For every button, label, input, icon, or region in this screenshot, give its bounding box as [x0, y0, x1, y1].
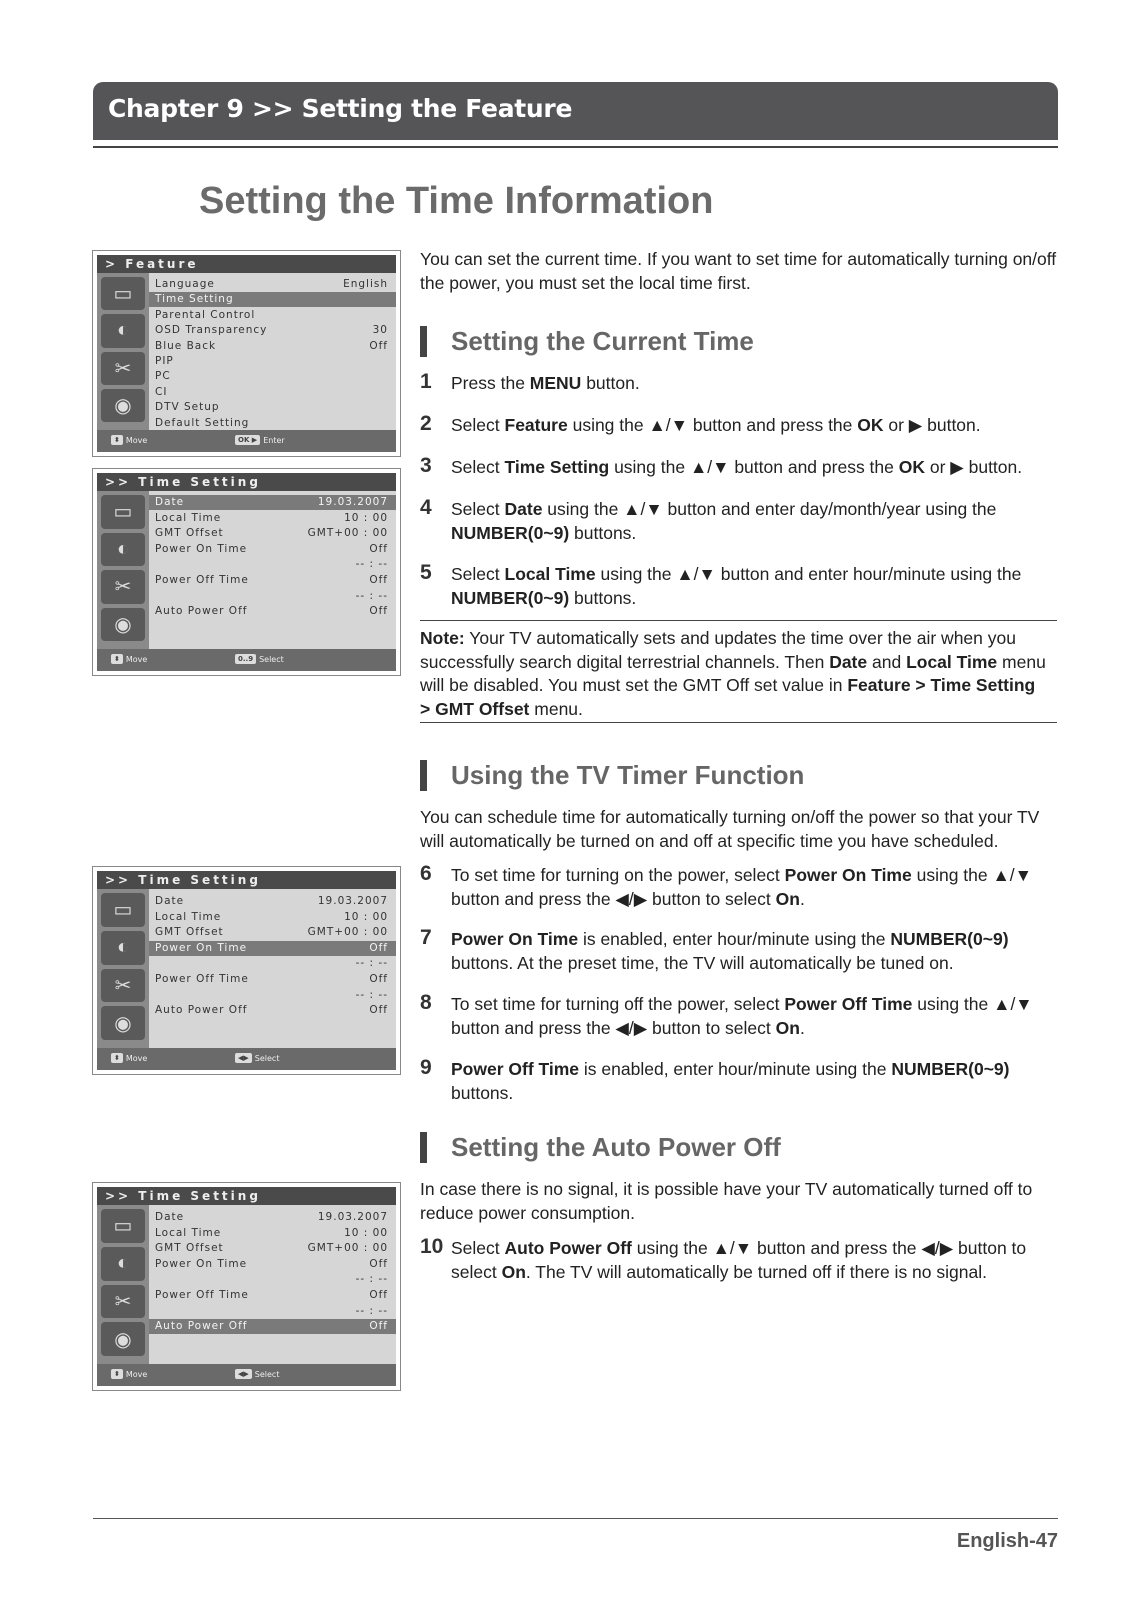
move-key-icon: ⬍ — [111, 435, 123, 445]
page-title: Setting the Time Information — [199, 180, 714, 222]
osd-item-label: Local Time — [155, 910, 222, 923]
osd-item-value: Off — [369, 1257, 388, 1270]
satellite-icon: ◐ — [101, 314, 145, 347]
footer-hint: Select — [259, 654, 284, 664]
tools-icon: ✂ — [101, 570, 145, 604]
step-text: To set time for turning on the power, select Power On Time using the ▲/▼ button and press the ◀/▶ button to select On. — [451, 865, 1032, 909]
note-text: Note: Your TV automatically sets and updates the time over the air when you successfully search digital terrestrial channels. Then Date and Local Time menu will be disabled. You must set the GMT Off set value in Feature > Time Setting > GMT Offset menu. — [420, 628, 1046, 719]
osd-menu-item — [155, 308, 388, 323]
osd-menu-item — [155, 1210, 388, 1225]
satellite-icon: ◐ — [101, 533, 145, 567]
osd-title: >> Time Setting — [97, 1187, 396, 1205]
osd-menu-item — [155, 339, 388, 354]
osd-item-value: GMT+00 : 00 — [307, 1242, 388, 1255]
section-marker — [420, 760, 427, 791]
osd-item-value: GMT+00 : 00 — [307, 527, 388, 540]
disc-icon: ◉ — [101, 389, 145, 422]
osd-item-label: Date — [155, 895, 185, 907]
osd-menu-item — [155, 1288, 388, 1303]
osd-footer — [97, 1364, 396, 1386]
step-text: Press the MENU button. — [451, 373, 640, 393]
osd-icon-column — [97, 273, 149, 430]
osd-item-label: CI — [155, 385, 168, 398]
osd-item-value: Off — [369, 605, 388, 618]
step-text: Power Off Time is enabled, enter hour/minute using the NUMBER(0~9) buttons. — [451, 1059, 1010, 1103]
footer-hint: Move — [125, 1369, 148, 1379]
osd-item-value: -- : -- — [355, 957, 388, 970]
tools-icon: ✂ — [101, 969, 145, 1003]
section-auto-off — [420, 1132, 781, 1163]
osd-item-value: 19.03.2007 — [317, 895, 388, 907]
osd-item-label: Local Time — [155, 1226, 222, 1239]
osd-item-value: 19.03.2007 — [317, 1211, 388, 1223]
osd-icon-column — [97, 1205, 149, 1364]
footer-hint: Move — [125, 654, 148, 664]
osd-menu-list — [149, 1205, 396, 1364]
osd-menu-list — [149, 889, 396, 1048]
osd-item-label: PIP — [155, 355, 174, 367]
step-number: 1 — [420, 370, 432, 393]
osd-item-value: Off — [369, 339, 388, 352]
step-number: 8 — [420, 991, 432, 1014]
step-5 — [420, 563, 1060, 610]
footer-divider — [93, 1518, 1058, 1519]
note-rule-bottom — [420, 722, 1057, 723]
osd-menu-item — [155, 323, 388, 338]
step-number: 2 — [420, 412, 432, 435]
osd-item-value: 10 : 00 — [344, 910, 388, 923]
osd-title: >> Time Setting — [97, 473, 396, 491]
step-number: 7 — [420, 926, 432, 949]
osd-menu-item — [155, 511, 388, 526]
step-text: Power On Time is enabled, enter hour/minute using the NUMBER(0~9) buttons. At the preset time, the TV will automatically be tuned on. — [451, 929, 1009, 973]
section-heading: Setting the Auto Power Off — [451, 1132, 781, 1162]
osd-item-label: OSD Transparency — [155, 324, 268, 337]
step-number: 4 — [420, 496, 432, 519]
section-current-time — [420, 326, 754, 357]
osd-item-label: Auto Power Off — [155, 1004, 248, 1017]
osd-panel — [92, 1182, 401, 1391]
osd-menu-item — [155, 1241, 388, 1256]
osd-menu-item — [155, 385, 388, 400]
intro-text: You can set the current time. If you want to set time for automatically turning on/off the power, you must set the local time first. — [420, 249, 1057, 293]
osd-item-label: Parental Control — [155, 308, 256, 321]
osd-item-label: Default Setting — [155, 416, 250, 429]
osd-menu-item — [155, 277, 388, 292]
osd-item-value: 30 — [372, 324, 388, 337]
osd-item-label: GMT Offset — [155, 1242, 224, 1255]
osd-item-label: Auto Power Off — [155, 1320, 248, 1333]
section-marker — [420, 1132, 427, 1163]
osd-item-value: Off — [369, 941, 388, 954]
chapter-divider — [93, 146, 1058, 148]
osd-menu-item — [155, 573, 388, 588]
osd-item-label: Power On Time — [155, 542, 248, 555]
osd-item-value: -- : -- — [355, 988, 388, 1001]
footer-hint: Select — [254, 1369, 280, 1379]
action-key-icon: ◀▶ — [235, 1369, 252, 1379]
step-10 — [420, 1237, 1060, 1284]
step-number: 5 — [420, 561, 432, 584]
osd-menu-item — [155, 589, 388, 604]
page-number: English-47 — [956, 1530, 1058, 1552]
tv-icon: ▭ — [101, 277, 145, 310]
osd-item-value: Off — [369, 542, 388, 555]
chapter-header — [93, 82, 1058, 140]
step-6 — [420, 864, 1060, 911]
osd-item-label: Power Off Time — [155, 574, 249, 586]
osd-menu-item — [155, 956, 388, 971]
osd-item-label: GMT Offset — [155, 527, 224, 540]
osd-panel — [92, 468, 401, 676]
osd-item-label: Local Time — [155, 511, 222, 524]
osd-item-value: Off — [369, 1289, 388, 1301]
osd-menu-item — [155, 526, 388, 541]
footer-hint: Move — [125, 1053, 148, 1063]
osd-menu-item — [155, 557, 388, 572]
section-marker — [420, 326, 427, 357]
step-1 — [420, 372, 1060, 396]
step-number: 3 — [420, 454, 432, 477]
tools-icon: ✂ — [101, 1285, 145, 1319]
osd-menu-item — [155, 1226, 388, 1241]
osd-item-label: Auto Power Off — [155, 605, 248, 618]
osd-menu-item — [155, 972, 388, 987]
action-key-icon: 0..9 — [235, 654, 256, 664]
tv-icon: ▭ — [101, 495, 145, 529]
osd-item-label: Language — [155, 278, 215, 290]
osd-item-value: 10 : 00 — [344, 1226, 388, 1239]
osd-menu-item — [155, 354, 388, 369]
osd-item-label: Power Off Time — [155, 973, 249, 985]
step-9 — [420, 1058, 1060, 1105]
step-text: Select Local Time using the ▲/▼ button and enter hour/minute using the NUMBER(0~9) buttons. — [451, 564, 1022, 608]
step-text: To set time for turning off the power, select Power Off Time using the ▲/▼ button and press the ◀/▶ button to select On. — [451, 994, 1033, 1038]
osd-menu-item — [155, 925, 388, 940]
osd-menu-item — [155, 988, 388, 1003]
satellite-icon: ◐ — [101, 1247, 145, 1281]
note-rule-top — [420, 620, 1057, 621]
osd-item-value: Off — [369, 1004, 388, 1017]
step-number: 10 — [420, 1235, 444, 1258]
section-heading: Using the TV Timer Function — [451, 760, 805, 790]
move-key-icon: ⬍ — [111, 1053, 123, 1063]
osd-item-label: Date — [155, 496, 185, 508]
osd-menu-item — [155, 604, 388, 619]
osd-item-label: Power Off Time — [155, 1289, 249, 1301]
step-text: Select Time Setting using the ▲/▼ button and press the OK or ▶ button. — [451, 457, 1023, 477]
osd-item-value: Off — [369, 1320, 388, 1333]
osd-menu-item — [155, 1272, 388, 1287]
osd-item-value: -- : -- — [355, 589, 388, 602]
step-number: 9 — [420, 1056, 432, 1079]
tv-icon: ▭ — [101, 1209, 145, 1243]
osd-item-label: DTV Setup — [155, 401, 220, 414]
osd-item-value: Off — [369, 973, 388, 985]
timer-intro: You can schedule time for automatically turning on/off the power so that your TV will automatically be turned on and off at specific time you have scheduled. — [420, 807, 1040, 851]
osd-item-label: Blue Back — [155, 339, 217, 352]
osd-item-value: -- : -- — [355, 558, 388, 571]
action-key-icon: ◀▶ — [235, 1053, 252, 1063]
step-text: Select Date using the ▲/▼ button and enter day/month/year using the NUMBER(0~9) buttons. — [451, 499, 997, 543]
osd-menu-item — [149, 292, 396, 307]
osd-menu-item — [155, 910, 388, 925]
osd-footer — [97, 649, 396, 671]
disc-icon: ◉ — [101, 1006, 145, 1040]
osd-item-value: English — [343, 278, 388, 290]
footer-hint: Move — [125, 435, 148, 445]
osd-item-value: -- : -- — [355, 1304, 388, 1317]
osd-item-label: Power On Time — [155, 1257, 248, 1270]
osd-item-value: Off — [369, 574, 388, 586]
osd-item-label: Power On Time — [155, 941, 248, 954]
step-number: 6 — [420, 862, 432, 885]
satellite-icon: ◐ — [101, 931, 145, 965]
osd-menu-item — [155, 894, 388, 909]
move-key-icon: ⬍ — [111, 654, 123, 664]
tools-icon: ✂ — [101, 352, 145, 385]
osd-menu-list — [149, 491, 396, 649]
disc-icon: ◉ — [101, 1322, 145, 1356]
osd-menu-list — [149, 273, 396, 430]
osd-footer — [97, 1048, 396, 1070]
osd-menu-item — [155, 1257, 388, 1272]
osd-panel — [92, 250, 401, 457]
step-3 — [420, 456, 1060, 480]
step-text: Select Auto Power Off using the ▲/▼ button and press the ◀/▶ button to select On. The TV will automatically be turned off if there is no signal. — [451, 1238, 1027, 1282]
osd-title: >> Time Setting — [97, 871, 396, 889]
osd-item-label: Date — [155, 1211, 185, 1223]
osd-menu-item — [155, 1003, 388, 1018]
section-timer — [420, 760, 804, 791]
osd-title: > Feature — [97, 255, 396, 273]
osd-menu-item — [155, 400, 388, 415]
osd-item-label: GMT Offset — [155, 926, 224, 939]
osd-item-label: Time Setting — [155, 293, 234, 306]
footer-hint: Enter — [263, 435, 285, 445]
auto-off-intro: In case there is no signal, it is possible have your TV automatically turned off to reduce power consumption. — [420, 1179, 1033, 1223]
action-key-icon: OK ▶ — [235, 435, 260, 445]
step-8 — [420, 993, 1060, 1040]
step-7 — [420, 928, 1060, 975]
osd-menu-item — [155, 542, 388, 557]
chapter-label: Chapter 9 >> Setting the Feature — [108, 94, 573, 123]
osd-item-label: PC — [155, 370, 171, 383]
step-text: Select Feature using the ▲/▼ button and press the OK or ▶ button. — [451, 415, 981, 435]
osd-menu-item — [149, 495, 396, 510]
osd-menu-item — [155, 369, 388, 384]
osd-menu-item — [155, 416, 388, 431]
step-2 — [420, 414, 1060, 438]
osd-menu-item — [155, 1304, 388, 1319]
section-heading: Setting the Current Time — [451, 326, 754, 356]
osd-item-value: 19.03.2007 — [317, 496, 388, 508]
osd-item-value: -- : -- — [355, 1273, 388, 1286]
footer-hint: Select — [254, 1053, 280, 1063]
osd-menu-item — [149, 1319, 396, 1334]
step-4 — [420, 498, 1060, 545]
osd-menu-item — [149, 941, 396, 956]
tv-icon: ▭ — [101, 893, 145, 927]
osd-panel — [92, 866, 401, 1075]
disc-icon: ◉ — [101, 608, 145, 642]
osd-icon-column — [97, 491, 149, 649]
move-key-icon: ⬍ — [111, 1369, 123, 1379]
osd-icon-column — [97, 889, 149, 1048]
osd-footer — [97, 430, 396, 452]
osd-item-value: GMT+00 : 00 — [307, 926, 388, 939]
osd-item-value: 10 : 00 — [344, 511, 388, 524]
